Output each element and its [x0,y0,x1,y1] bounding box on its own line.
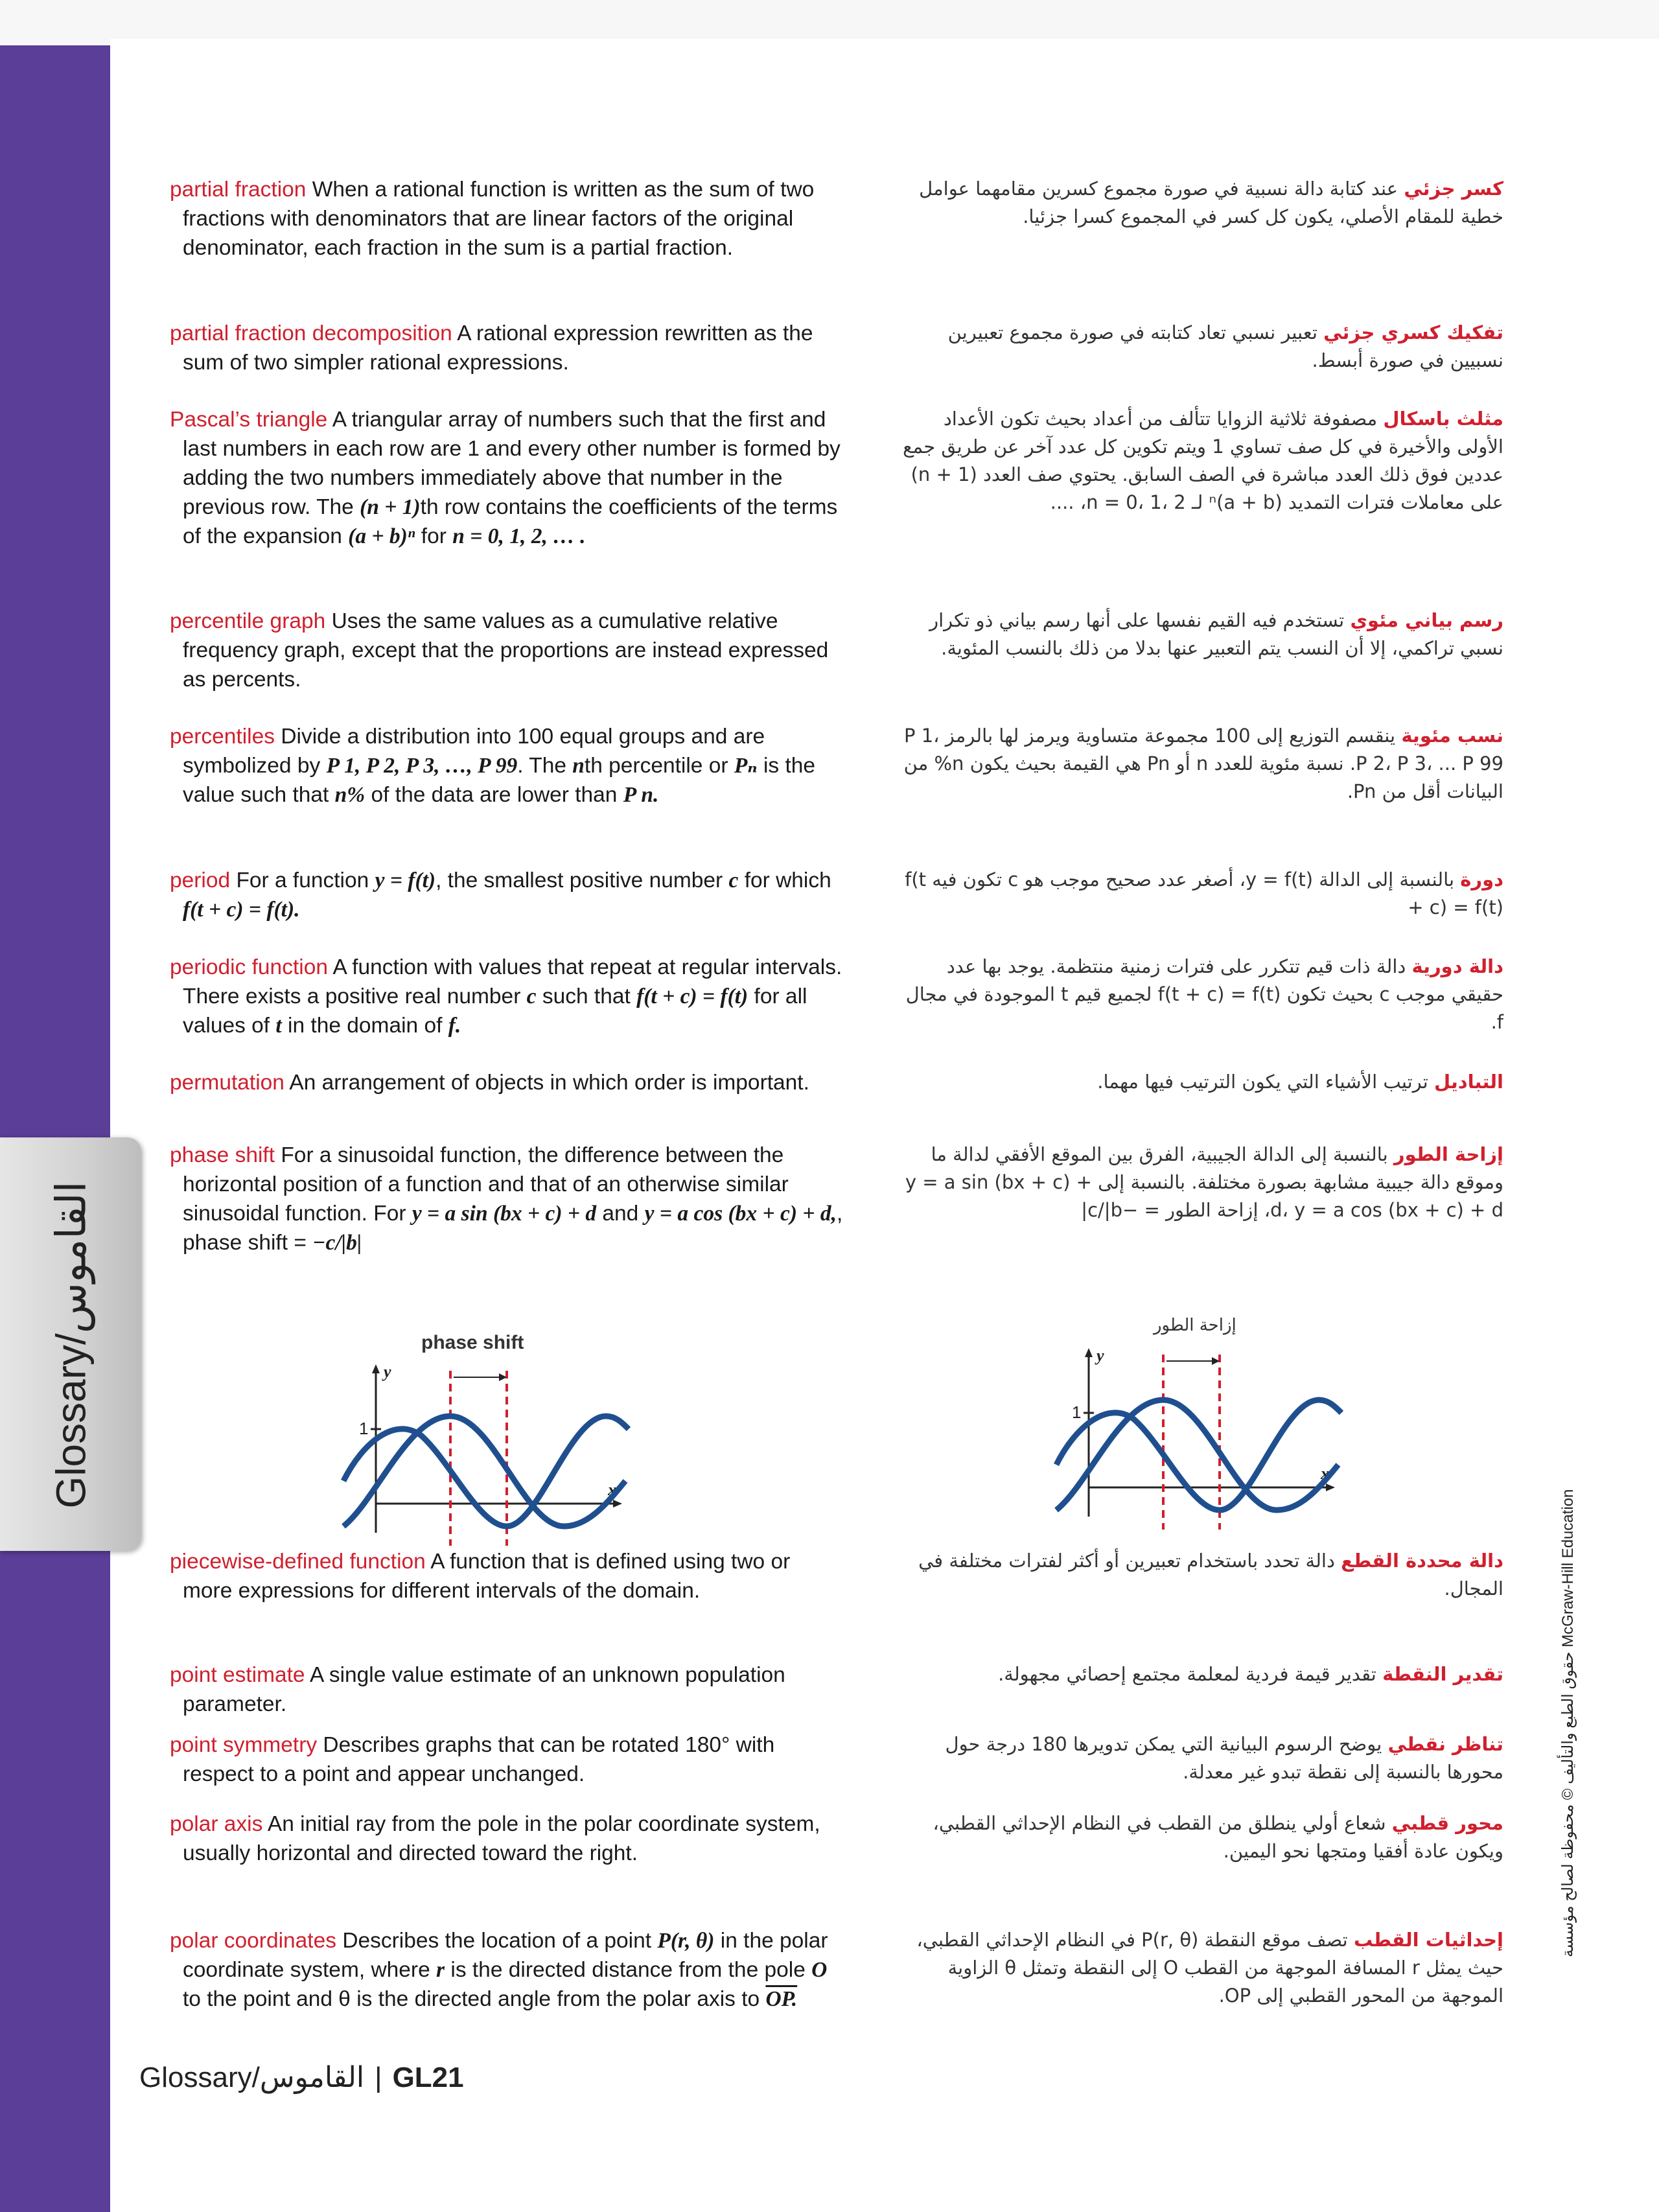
entry-definition: عند كتابة دالة نسبية في صورة مجموع كسرين مقامهما عوامل خطية للمقام الأصلي، يكون كل كسر في المجموع كسرا جزئيا. [919,178,1503,227]
math-expression: f(t + c) = f(t). [183,898,300,922]
entry-definition: شعاع أولي ينطلق من القطب في النظام الإحداثي القطبي، ويكون عادة أفقيا ومتجها نحو اليمين. [933,1812,1503,1862]
publisher-credit: حقوق الطبع والتأليف © محفوظة لصالح مؤسسة McGraw-Hill Education [1559,1489,1577,1957]
entry-definition: دالة تحدد باستخدام تعبيرين أو أكثر لفترات مختلفة في المجال. [918,1550,1503,1600]
entry-percentile-graph-ar [901,607,1503,662]
entry-term: permutation [170,1071,284,1095]
math-expression: y = f(t) [375,868,436,892]
entry-term: Pascal’s triangle [170,408,328,432]
page-footer [139,2061,464,2094]
math-expression: n [572,754,585,778]
entry-term: إزاحة الطور [1393,1143,1503,1165]
entry-definition: , phase shift = [183,1202,843,1255]
entry-definition: When a rational function is written as the sum of two fractions with denominators that are linear factors of the original denominator, each fraction in the sum is a partial fraction. [183,178,815,260]
entry-phase-shift [170,1141,844,1257]
entry-definition: ترتيب الأشياء التي يكون الترتيب فيها مهما. [1097,1071,1428,1093]
entry-definition: For a function [236,868,369,892]
math-expression: P 1, P 2, P 3, …, P 99 [326,754,518,778]
entry-definition: تعبير نسبي تعاد كتابته في صورة مجموع تعبيرين نسبيين في صورة أبسط. [947,321,1503,371]
entry-definition: Describes the location of a point [342,1929,652,1953]
svg-text:y: y [1096,1346,1104,1365]
entry-definition: for which [744,868,831,892]
math-expression: (a + b)ⁿ [348,524,415,548]
entry-period-ar [901,866,1503,922]
entry-term: رسم بياني مئوي [1350,609,1503,631]
glossary-tab-label: Glossary/القاموس [47,1181,95,1509]
entry-term: تقدير النقطة [1382,1663,1503,1685]
entry-polar-axis [170,1810,844,1868]
entry-permutation-ar [901,1068,1503,1096]
entry-pascals-triangle [170,405,844,551]
phase-shift-graph [337,1351,635,1546]
entry-term: point estimate [170,1663,305,1687]
math-expression: t [275,1014,282,1038]
entry-definition: in the domain of [288,1014,443,1038]
math-expression: P n. [623,783,659,807]
entry-term: polar axis [170,1812,263,1836]
math-expression: P(r, θ) [657,1929,715,1953]
entry-definition: and [602,1202,639,1226]
svg-text:x: x [1321,1464,1329,1483]
math-expression: −c/|b| [312,1231,362,1255]
entry-definition: Describes graphs that can be rotated 180° with respect to a point and appear unchanged. [183,1733,775,1786]
entry-term: تفكيك كسري جزئي [1323,321,1503,343]
math-expression: f. [448,1014,461,1038]
entry-definition: A rational expression rewritten as the sum of two simpler rational expressions. [183,321,813,375]
entry-definition: تصف موقع النقطة P(r, θ) في النظام الإحداثي القطبي، حيث يمثل r المسافة الموجهة من القطب O إلى النقطة وتمثل θ الزاوية الموجهة من المحور القطبي إلى OP. [916,1929,1503,2007]
entry-definition: for [421,524,447,548]
entry-partial-fraction-decomposition-ar [901,319,1503,375]
math-expression: y = a cos (bx + c) + d, [644,1202,837,1226]
entry-percentile-graph [170,607,844,694]
entry-term: كسر جزئي [1404,178,1503,200]
entry-periodic-function [170,953,844,1040]
entry-term: نسب مئوية [1401,725,1503,747]
entry-definition: is the directed distance from the pole [450,1958,806,1982]
entry-term: مثلث باسكال [1383,408,1503,430]
entry-point-estimate-ar [901,1660,1503,1688]
math-expression: OP. [765,1987,798,2011]
entry-term: phase shift [170,1143,275,1167]
math-expression: r [436,1958,445,1982]
entry-definition: يوضح الرسوم البيانية التي يمكن تدويرها 180 درجة حول محورها بالنسبة إلى نقطة تبدو غير معدلة. [945,1733,1503,1783]
entry-term: التباديل [1433,1071,1503,1093]
entry-definition: An initial ray from the pole in the polar coordinate system, usually horizontal and directed toward the right. [183,1812,820,1865]
entry-term: percentile graph [170,609,326,633]
chapter-color-band [0,45,110,2212]
entry-definition: A triangular array of numbers such that the first and last numbers in each row are 1 and every other number is formed by adding the two numbers immediately above that number in the previous row. The [183,408,841,519]
entry-term: دالة محددة القطع [1341,1550,1503,1572]
math-expression: Pₙ [734,754,758,778]
entry-piecewise-defined-function-ar [901,1547,1503,1603]
entry-term: periodic function [170,955,328,979]
entry-term: period [170,868,231,892]
entry-definition: is the value such that [183,754,816,807]
svg-text:1: 1 [359,1419,369,1438]
entry-definition: تقدير قيمة فردية لمعلمة مجتمع إحصائي مجهولة. [998,1663,1376,1685]
entry-definition: to the point and θ is the directed angle from the polar axis to [183,1987,760,2011]
entry-definition: Divide a distribution into 100 equal groups and are symbolized by [183,725,765,778]
entry-polar-coordinates-ar [901,1926,1503,2010]
entry-definition: بالنسبة إلى الدالة الجيبية، الفرق بين الموقع الأفقي لدالة ما وموقع دالة جيبية مشابهة بصورة مختلفة. بالنسبة إلى y = a sin (bx + c) + d، y = a cos (bx + c) + d، إزاحة الطور = −c/|b| [905,1143,1503,1221]
math-expression: n = 0, 1, 2, … . [452,524,586,548]
math-expression: y = a sin (bx + c) + d [412,1202,597,1226]
entry-percentiles [170,722,844,809]
entry-definition: A function that is defined using two or more expressions for different intervals of the domain. [183,1550,791,1603]
entry-periodic-function-ar [901,953,1503,1036]
entry-definition: such that [542,984,631,1008]
entry-definition: A function with values that repeat at regular intervals. There exists a positive real number [183,955,842,1008]
entry-definition: For a sinusoidal function, the difference between the horizontal position of a function and that of an otherwise similar sinusoidal function. For [183,1143,789,1226]
entry-definition: مصفوفة ثلاثية الزوايا تتألف من أعداد بحيث تكون الأعداد الأولى والأخيرة في كل صف تساوي 1 ويتم تكوين كل عدد آخر عن طريق جمع عددين فوق ذلك العدد مباشرة في الصف السابق. يحتوي صف العدد (n + 1) على معاملات فترات التمديد (a + b)ⁿ لـ n = 0، 1، 2، .... [903,408,1503,513]
entry-term: تناظر نقطي [1387,1733,1503,1755]
math-expression: (n + 1) [360,495,421,519]
entry-definition: for all values of [183,984,807,1038]
svg-text:y: y [384,1362,391,1381]
math-expression: n% [334,783,365,807]
entry-point-symmetry-ar [901,1730,1503,1786]
entry-term: دورة [1460,868,1503,891]
figure-label: إزاحة الطور [1154,1316,1236,1335]
entry-definition: th row contains the coefficients of the terms of the expansion [183,495,838,548]
math-expression: f(t + c) = f(t) [636,984,748,1008]
entry-partial-fraction-decomposition [170,319,844,377]
entry-definition: A single value estimate of an unknown population parameter. [183,1663,785,1716]
page-number: GL21 [392,2062,464,2093]
entry-definition: دالة ذات قيم تتكرر على فترات زمنية منتظمة. يوجد بها عدد حقيقي موجب c بحيث تكون f(t + c) = f(t) لجميع قيم t الموجودة في مجال f. [905,955,1503,1033]
svg-text:x: x [608,1480,616,1499]
entry-partial-fraction [170,175,844,262]
entry-term: point symmetry [170,1733,318,1757]
entry-point-estimate [170,1660,844,1719]
entry-piecewise-defined-function [170,1547,844,1605]
entry-permutation [170,1068,844,1097]
phase-shift-graph [1050,1335,1348,1530]
entry-pascals-triangle-ar [901,405,1503,517]
entry-definition: An arrangement of objects in which order is important. [289,1071,809,1095]
entry-term: partial fraction [170,178,307,202]
entry-polar-axis-ar [901,1810,1503,1865]
entry-polar-coordinates [170,1926,844,2014]
footer-label: Glossary/القاموس [139,2062,365,2093]
glossary-tab[interactable] [0,1137,141,1551]
entry-term: محور قطبي [1391,1812,1503,1834]
entry-term: partial fraction decomposition [170,321,452,345]
math-expression: c [526,984,537,1008]
figure-label: phase shift [421,1332,524,1353]
entry-definition: in the polar coordinate system, where [183,1929,828,1982]
entry-phase-shift-ar [901,1141,1503,1224]
entry-definition: th percentile or [584,754,728,778]
footer-separator: | [375,2062,382,2093]
entry-partial-fraction-ar [901,175,1503,231]
entry-definition: تستخدم فيه القيم نفسها على أنها رسم بياني ذو تكرار نسبي تراكمي، إلا أن النسب يتم التعبير عنها بدلا من ذلك بالنسب المئوية. [929,609,1503,659]
entry-definition: . The [517,754,566,778]
math-expression: c [728,868,739,892]
entry-definition: بالنسبة إلى الدالة y = f(t)، أصغر عدد صحيح موجب هو c تكون فيه f(t + c) = f(t) [905,868,1503,918]
entry-term: polar coordinates [170,1929,336,1953]
entry-point-symmetry [170,1730,844,1789]
entry-term: percentiles [170,725,275,749]
entry-term: دالة دورية [1411,955,1503,977]
entry-percentiles-ar [901,722,1503,806]
entry-term: piecewise-defined function [170,1550,426,1574]
svg-text:1: 1 [1072,1403,1082,1422]
entry-definition: , the smallest positive number [435,868,723,892]
math-expression: O [811,1958,828,1982]
entry-period [170,866,844,924]
entry-definition: Uses the same values as a cumulative relative frequency graph, except that the proportions are instead expressed as percents. [183,609,829,692]
entry-definition: of the data are lower than [371,783,618,807]
entry-term: إحداثيات القطب [1353,1929,1503,1951]
entry-definition: ينقسم التوزيع إلى 100 مجموعة متساوية ويرمز لها بالرمز P 1، P 2، P 3، ... P 99. نسبة مئوية للعدد n أو Pn هي القيمة بحيث يكون n% من البيانات أقل من Pn. [903,725,1503,802]
